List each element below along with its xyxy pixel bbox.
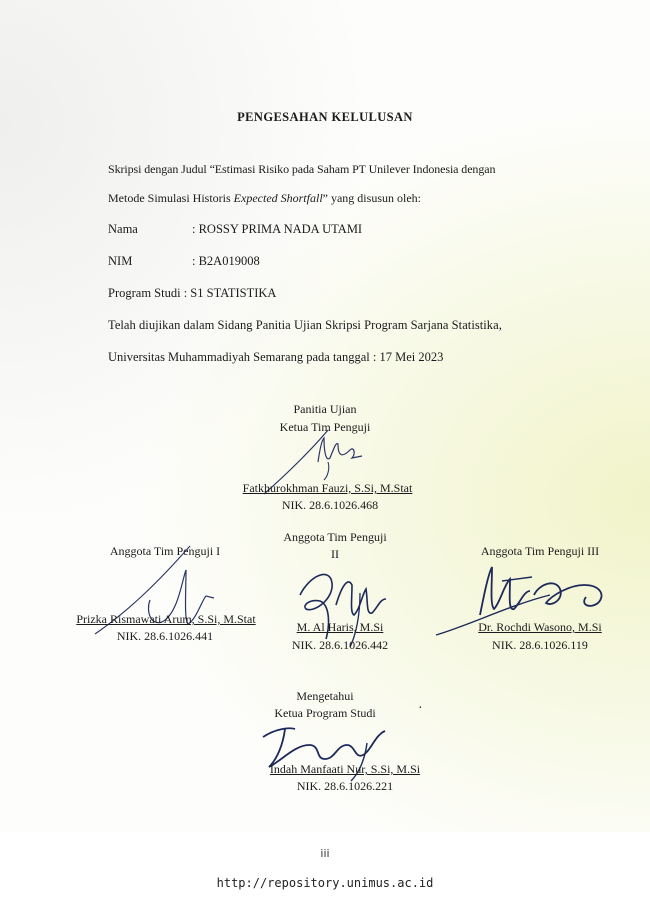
member1-role: Anggota Tim Penguji I — [109, 544, 221, 558]
program-line: Program Studi : S1 STATISTIKA — [108, 286, 277, 300]
member1-name: Prizka Rismawati Arum, S.Si, M.Stat — [76, 612, 256, 626]
exam-line-2: Universitas Muhammadiyah Semarang pada tanggal : 17 Mei 2023 — [108, 350, 444, 364]
member3-role: Anggota Tim Penguji III — [480, 544, 600, 558]
approval-role: Ketua Program Studi — [274, 706, 376, 720]
approval-name: Indah Manfaati Nur, S.Si, M.Si — [269, 762, 421, 776]
intro-line2-suffix: ” yang disusun oleh: — [322, 191, 421, 205]
intro-line-2 — [108, 191, 568, 206]
field-value: : B2A019008 — [192, 254, 260, 268]
repository-url[interactable]: http://repository.unimus.ac.id — [216, 876, 434, 890]
intro-line2-prefix: Metode Simulasi Historis — [108, 191, 234, 205]
page-title: PENGESAHAN KELULUSAN — [237, 110, 413, 124]
field-nama — [108, 222, 568, 237]
field-label: NIM — [108, 254, 133, 268]
exam-line-1: Telah diujikan dalam Sidang Panitia Ujian Skripsi Program Sarjana Statistika, — [108, 318, 502, 332]
field-value: : ROSSY PRIMA NADA UTAMI — [192, 222, 363, 236]
chair-name: Fatkhurokhman Fauzi, S.Si, M.Stat — [242, 481, 413, 495]
intro-text: Skripsi dengan Judul “Estimasi Risiko pada Saham PT Unilever Indonesia dengan — [108, 162, 496, 176]
page-number: iii — [320, 847, 330, 860]
chair-nik: NIK. 28.6.1026.468 — [281, 498, 379, 512]
stray-mark: · — [418, 701, 423, 716]
approval-nik: NIK. 28.6.1026.221 — [296, 779, 394, 793]
committee-heading: Panitia Ujian — [293, 402, 357, 416]
member2-role: Anggota Tim Penguji — [283, 530, 387, 544]
member3-nik: NIK. 28.6.1026.119 — [492, 638, 588, 652]
intro-line-1 — [108, 162, 568, 177]
member2-role-number: II — [331, 547, 339, 561]
member2-signature — [290, 555, 400, 650]
member3-name: Dr. Rochdi Wasono, M.Si — [478, 620, 602, 634]
member1-nik: NIK. 28.6.1026.441 — [116, 629, 214, 643]
member2-name: M. Al Haris, M.Si — [296, 620, 384, 634]
field-nim — [108, 254, 568, 269]
field-label: Nama — [108, 222, 138, 236]
intro-italic-term: Expected Shortfall — [233, 191, 323, 205]
approval-heading: Mengetahui — [296, 689, 354, 703]
member2-nik: NIK. 28.6.1026.442 — [291, 638, 389, 652]
chair-role: Ketua Tim Penguji — [279, 420, 371, 434]
